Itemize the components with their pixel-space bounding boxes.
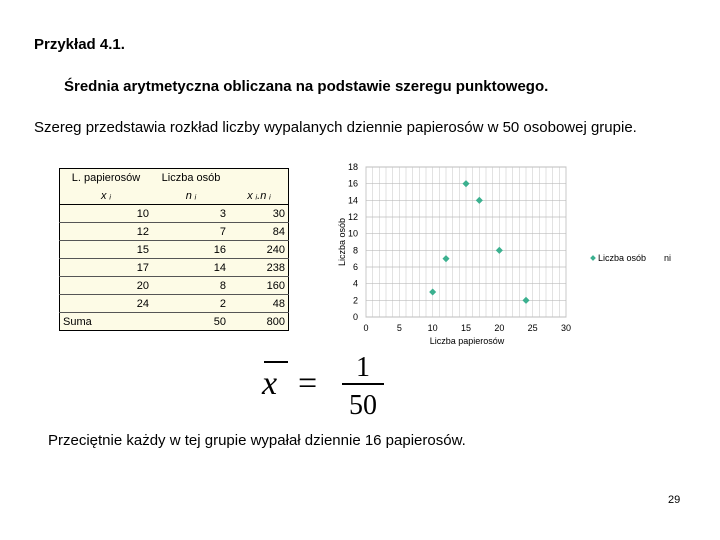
table-cell: 20 bbox=[60, 277, 153, 295]
legend-suffix: ni bbox=[664, 253, 672, 263]
x-tick-label: 30 bbox=[560, 323, 572, 333]
legend-label: Liczba osób bbox=[598, 253, 647, 263]
slide-subtitle: Średnia arytmetyczna obliczana na podstawie szeregu punktowego. bbox=[64, 78, 549, 95]
y-tick-label: 12 bbox=[347, 212, 358, 222]
table-cell: 7 bbox=[153, 223, 230, 241]
sum-cell: 800 bbox=[230, 313, 289, 331]
table-row bbox=[60, 223, 289, 241]
table-cell: 3 bbox=[153, 205, 230, 223]
table-cell: 12 bbox=[60, 223, 153, 241]
y-tick-label: 8 bbox=[352, 245, 358, 256]
table-row bbox=[60, 259, 289, 277]
formula-lhs: x bbox=[262, 365, 278, 402]
conclusion-text: Przeciętnie każdy w tej grupie wypałał dziennie 16 papierosów. bbox=[48, 432, 466, 449]
x-tick-label: 5 bbox=[396, 323, 402, 333]
table-cell: 238 bbox=[230, 259, 289, 277]
table-cell: 24 bbox=[60, 295, 153, 313]
table-cell: 17 bbox=[60, 259, 153, 277]
table-symbol: x ᵢ bbox=[60, 187, 153, 205]
table-symbol: x ᵢ.n ᵢ bbox=[230, 187, 289, 205]
table-cell: 84 bbox=[230, 223, 289, 241]
x-tick-label: 20 bbox=[494, 323, 505, 333]
table-cell: 48 bbox=[230, 295, 289, 313]
y-tick-label: 6 bbox=[352, 262, 358, 272]
y-tick-label: 14 bbox=[347, 195, 358, 206]
table-cell: 14 bbox=[153, 259, 230, 277]
table-row bbox=[60, 277, 289, 295]
table-row bbox=[60, 295, 289, 313]
y-tick-label: 4 bbox=[352, 278, 358, 289]
table-header: Liczba osób bbox=[153, 169, 230, 187]
formula-numerator: 1 bbox=[356, 352, 370, 383]
table-cell: 240 bbox=[230, 241, 289, 259]
legend-marker bbox=[590, 255, 596, 261]
table-cell: 10 bbox=[60, 205, 153, 223]
table-cell: 15 bbox=[60, 241, 153, 259]
table-cell: 160 bbox=[230, 277, 289, 295]
table-header bbox=[230, 169, 289, 187]
scatter-chart bbox=[328, 160, 688, 350]
sum-label: Suma bbox=[60, 313, 153, 331]
y-tick-label: 0 bbox=[352, 312, 358, 322]
x-tick-label: 25 bbox=[527, 323, 538, 333]
formula-denominator: 50 bbox=[349, 390, 377, 421]
x-tick-labels bbox=[363, 323, 571, 333]
y-tick-label: 2 bbox=[352, 295, 358, 306]
mean-formula bbox=[258, 348, 408, 421]
table-cell: 8 bbox=[153, 277, 230, 295]
table-cell: 30 bbox=[230, 205, 289, 223]
legend bbox=[590, 253, 671, 263]
table-header: L. papierosów bbox=[60, 169, 153, 187]
intro-text: Szereg przedstawia rozkład liczby wypalanych dziennie papierosów w 50 osobowej grupie. bbox=[34, 119, 637, 136]
page-number: 29 bbox=[668, 494, 681, 506]
table-cell: 16 bbox=[153, 241, 230, 259]
y-tick-label: 16 bbox=[347, 178, 358, 189]
table-sum-row bbox=[60, 313, 289, 331]
data-table bbox=[59, 168, 289, 331]
x-axis-label: Liczba papierosów bbox=[429, 336, 505, 346]
y-tick-labels bbox=[348, 162, 358, 322]
x-tick-label: 10 bbox=[427, 323, 438, 333]
y-tick-label: 10 bbox=[347, 228, 358, 239]
formula-equals: = bbox=[298, 365, 318, 402]
table-cell: 2 bbox=[153, 295, 230, 313]
table-row bbox=[60, 241, 289, 259]
table-symbol: n ᵢ bbox=[153, 187, 230, 205]
x-tick-label: 0 bbox=[363, 323, 369, 333]
sum-cell: 50 bbox=[153, 313, 230, 331]
y-axis-label: Liczba osób bbox=[337, 217, 347, 267]
table-row bbox=[60, 205, 289, 223]
y-tick-label: 18 bbox=[347, 162, 358, 172]
x-tick-label: 15 bbox=[460, 323, 472, 333]
slide-heading: Przykład 4.1. bbox=[34, 36, 125, 53]
